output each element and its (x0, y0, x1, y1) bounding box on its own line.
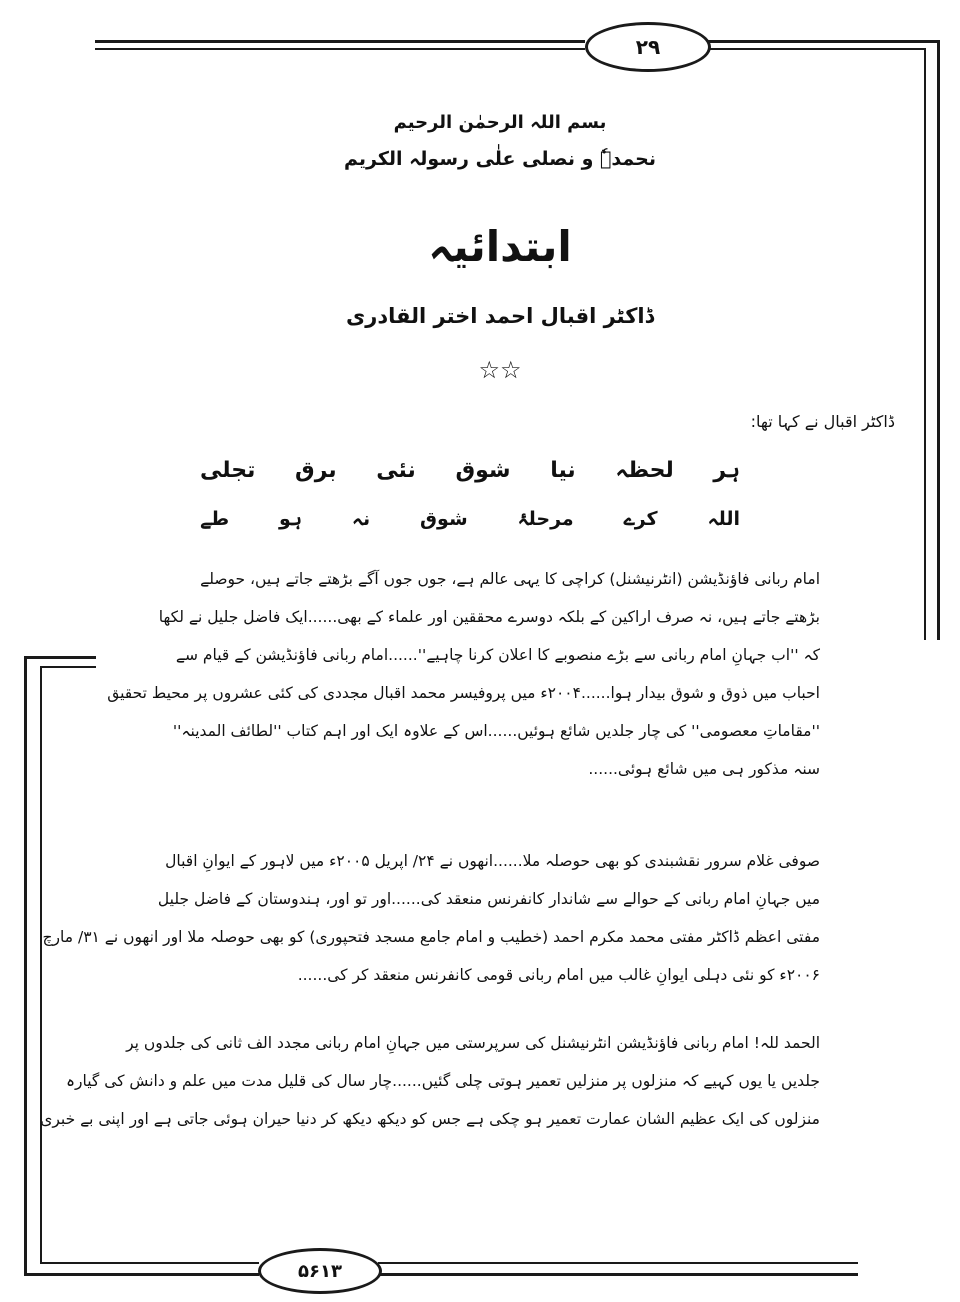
verse-word: مرحلۂ (517, 508, 574, 530)
verse-word: نیا (550, 458, 576, 483)
paragraph-line: احباب میں ذوق و شوق بیدار ہوا......۲۰۰۴ء میں پروفیسر محمد اقبال مجددی کی کئی عشروں پر محیط تحقیق (107, 684, 820, 702)
intro-line: ڈاکٹر اقبال نے کہا تھا: (750, 412, 895, 431)
paragraph-line: میں جہانِ امام ربانی کے حوالے سے شاندار کانفرنس منعقد کی......اور تو اور، ہندوستان کے فاضل جلیل (157, 890, 820, 908)
frame-top-left-line-inner (95, 48, 585, 50)
hamd-line: نحمدہٗ و نصلی علٰی رسولہ الکریم (344, 148, 656, 170)
verse-word: نہ (351, 508, 371, 530)
bismillah: بسم اللہ الرحمٰن الرحیم (393, 112, 607, 133)
paragraph-line: ''مقاماتِ معصومی'' کی چار جلدیں شائع ہوئیں......اس کے علاوہ ایک اور اہم کتاب ''لطائف المدینہ'' (172, 722, 820, 740)
frame-top-left-line (95, 40, 585, 43)
frame-top-right-line-inner (708, 48, 926, 50)
frame-bottom-right-line-inner (378, 1262, 858, 1264)
verse-word: شوق (420, 508, 468, 530)
frame-bottom-left-line (24, 1273, 259, 1276)
verse-word: لحظہ (615, 458, 674, 483)
paragraph-line: مفتی اعظم ڈاکٹر مفتی محمد مکرم احمد (خطیب و امام جامع مسجد فتحپوری) کو بھی حوصلہ ملا اور انھوں نے ۳۱/ مارچ (42, 928, 820, 946)
page-number: ۲۹ (635, 35, 661, 59)
frame-right-outer-line (937, 40, 940, 640)
paragraph-line: صوفی غلام سرور نقشبندی کو بھی حوصلہ ملا......انھوں نے ۲۴/ اپریل ۲۰۰۵ء میں لاہور کے ایوانِ اقبال (165, 852, 820, 870)
frame-right-inner-line (924, 48, 926, 640)
verse-word: نئی (376, 458, 416, 483)
verse-word: کرے (623, 508, 658, 530)
paragraph-line: امام ربانی فاؤنڈیشن (انٹرنیشنل) کراچی کا یہی عالم ہے، جوں جوں آگے بڑھتے جاتے ہیں، حوصلے (200, 570, 820, 588)
paragraph-line: منزلوں کی ایک عظیم الشان عمارت تعمیر ہو چکی ہے جس کو دیکھ دیکھ کر دنیا حیران ہوئی جاتی ہے اور اپنی بے خبری (40, 1110, 820, 1128)
star-ornament: ☆☆ (478, 356, 522, 384)
frame-left-top-line-inner (40, 666, 96, 668)
verse-word: تجلی (200, 458, 256, 483)
frame-left-top-line (24, 656, 96, 659)
paragraph-3 (40, 1024, 820, 1138)
verse-word: ہو (278, 508, 303, 530)
verse-line-1 (200, 458, 740, 483)
verse-word: شوق (455, 458, 511, 483)
paragraph-line: کہ ''اب جہانِ امام ربانی سے بڑے منصوبے کا اعلان کرنا چاہیے''......امام ربانی فاؤنڈیشن کے قیام سے (175, 646, 820, 664)
paragraph-line: جلدیں یا یوں کہیے کہ منزلوں پر منزلیں تعمیر ہوتی چلی گئیں......چار سال کی قلیل مدت میں علم و دانش کی گیارہ (65, 1072, 820, 1090)
page-footer-oval (258, 1248, 382, 1294)
verse-word: برق (295, 458, 337, 483)
verse-word: طے (200, 508, 230, 530)
verse-line-2 (200, 508, 740, 530)
frame-bottom-left-line-inner (40, 1262, 259, 1264)
frame-left-outer-line (24, 656, 27, 1276)
page-footer-number: ۵۶۱۳ (298, 1260, 342, 1282)
page-title: ابتدائیہ (428, 222, 572, 271)
frame-bottom-right-line (378, 1273, 858, 1276)
verse-word: اللہ (707, 508, 740, 530)
frame-top-right-line (708, 40, 938, 43)
author-name: ڈاکٹر اقبال احمد اختر القادری (346, 304, 654, 328)
paragraph-line: بڑھتے جاتے ہیں، نہ صرف اراکین کے بلکہ دوسرے محققین اور علماء کے بھی......ایک فاضل جلیل نے لکھا (158, 608, 820, 626)
paragraph-line: الحمد للہ! امام ربانی فاؤنڈیشن انٹرنیشنل کی سرپرستی میں جہانِ امام ربانی مجدد الف ثانی کی جلدوں پر (126, 1034, 820, 1052)
verse-word: ہر (713, 458, 740, 483)
paragraph-2 (42, 842, 820, 994)
paragraph-line: سنہ مذکور ہی میں شائع ہوئی...... (588, 760, 820, 778)
page-number-oval (585, 22, 711, 72)
paragraph-line: ۲۰۰۶ء کو نئی دہلی ایوانِ غالب میں امام ربانی قومی کانفرنس منعقد کر کی...... (297, 966, 820, 984)
paragraph-1 (100, 560, 820, 788)
frame-left-inner-line (40, 666, 42, 1264)
